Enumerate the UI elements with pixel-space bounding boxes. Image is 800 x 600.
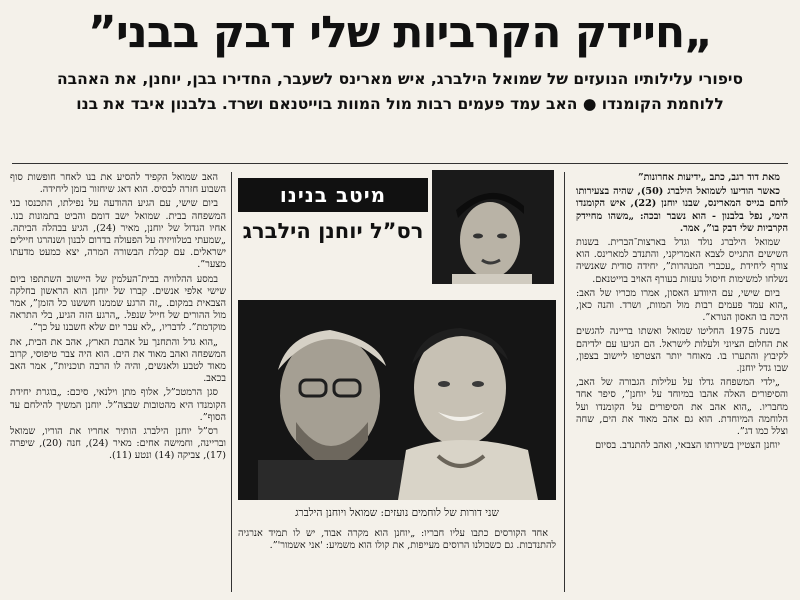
paragraph: במסע ההלוויה בבית־העלמין של היישוב השתתפו ביום שישי אלפי אנשים. קברו של יוחנן הוא הראשון בחלקה הצבאית במקום. „זה הרגע שממנו חששנו כל הזמן”, אמר מול ההורים של חייל שנפל. „הרגע הזה הגיע, בלי התראה מוקדמת”. לדבריו, „לא עבר יום שלא חשבנו על כך”. <box>10 273 226 334</box>
subheadline <box>12 67 788 119</box>
father-son-photo <box>238 300 556 500</box>
paragraph: כאשר הודיעו לשמואל הילברג (50), שהיה בצעירותו לוחם בגייס המארינס, שבנו יוחנן (22), איש הקומנדו הימי, נפל בלבנון - הוא נשבר ובכה: „משהו מחיידק הקרביות שלי דבק בו”, אמר. <box>576 186 788 234</box>
paragraph: „ילדי המשפחה גדלו על עלילות הגבורה של האב, והסיפורים האלה אהבו במיוחד על יוחנן”, סיפר אחד מחבריו. „הוא אהב את הסיפורים על הקומנדו ועל הלוחמה המיוחדת. הוא גם אהב מאוד את הים, שחה וצלל כמו דג”. <box>576 377 788 438</box>
paragraph: רס”ל יוחנן הילברג הותיר אחריו את הוריו, שמואל ובריינה, וחמישה אחים: מאיר (24), חנה (20), שיפרה (17), צביקה (14) ונטע (11). <box>10 426 226 462</box>
column-divider-left <box>231 172 232 592</box>
paragraph: ביום שישי, עם הגיע ההודעה על נפילתו, התכנסו בני המשפחה בבית. שמואל ישב דומם והביט בתמונות בנו. אחיו הגדול של יוחנן, מאיר (24), הגיע בבהלה הביתה. „שמעתי בטלוויזיה על הפעולה בדרום לבנון ושנהרגו חיילים ישראלים. עם קבלת הבשורה המרה, יצא כמעט מדעתו מצער”. <box>10 198 226 271</box>
paragraph: ביום שישי, עם היוודע האסון, אמרו מכריו של האב: „הוא עמד פעמים רבות מול המוות, ושרד. והנה כאן, היכה בו האסון הנורא”. <box>576 287 788 324</box>
paragraph: אחד הקורסים כתבו עליו חבריו: „יוחנן הוא מקרה אבוד, יש לו תמיד אנרגיה להתנדבות. גם כשכולנו הרוסים מעייפות, את קולו הוא משמיע: 'אני אשמור'”. <box>238 528 556 552</box>
headline: „חיידק הקרביות שלי דבק בבני” <box>87 7 713 58</box>
portrait-photo <box>432 170 554 284</box>
paragraph: „הוא גדל והתחנך על אהבת הארץ, אהב את הבית, את המשפחה ואהב מאוד את הים. הוא היה צבר טיפוסי, קרוב מאוד לטבע ולאנשים, והיה לו הרבה תוכניות”, אמר האב בכאב. <box>10 336 226 385</box>
paragraph: יוחנן הצטיין בשירותו הצבאי, ואהב להתנדב. בסיום <box>595 440 780 452</box>
father-son-illustration <box>238 300 556 500</box>
article-column-middle <box>238 528 556 592</box>
photo-caption: שני דורות של לוחמים נועזים: שמואל ויוחנן הילברג <box>295 507 499 519</box>
portrait-illustration <box>432 170 554 284</box>
byline: מאת דוד רגב, כתב „ידיעות אחרונות” <box>638 172 780 183</box>
column-divider-right <box>564 172 565 592</box>
subheadline-line-2: ללוחמת הקומנדו ● האב עמד פעמים רבות מול המוות בוייטנאם ושרד. בלבנון איבד את בנו <box>76 95 724 113</box>
divider-top <box>12 163 788 164</box>
memorial-banner-subtitle: רס”ל יוחנן הילברג <box>242 219 424 243</box>
article-column-right <box>576 172 788 592</box>
subheadline-line-1: סיפורי עלילותיו הנועזים של שמואל הילברג, איש מארינס לשעבר, החדירו בבן, יוחנן, את האהבה <box>57 70 743 88</box>
paragraph: סגן הרמטכ”ל, אלוף מתן וילנאי, סיכם: „בוגרת יחידת הקומנדו היא מהטובות שבצה”ל. יוחנן המשיך להילחם עד הסוף”. <box>10 387 226 423</box>
article-column-left <box>10 172 226 592</box>
paragraph: בשנת 1975 החליטו שמואל ואשתו בריינה להגשים את החלום הציוני ולעלות לישראל. הם הגיעו עם ילדיהם לקיבוץ והתערו בו. מאוחר יותר הצטרפו ליישוב בצפון, שבו גדל יוחנן. <box>576 326 788 375</box>
paragraph: שמואל הילברג נולד וגדל בארצות־הברית. בשנות השישים התגייס לצבא האמריקני, והתנדב למארינס. הוא צורף ליחידת „עכברי המנהרות”, יחידה סודית שאנשיה נשלחו למשימות חיסול נועזות בעורף האויב בוייטנאם. <box>576 237 788 285</box>
paragraph: האב שמואל הקפיד להסיע את בנו לאחר חופשות סוף השבוע חזרה לבסיס. הוא דאג שיחזור בזמן ליחידה. <box>10 172 226 196</box>
memorial-banner-title: מיטב בנינו <box>238 178 428 212</box>
